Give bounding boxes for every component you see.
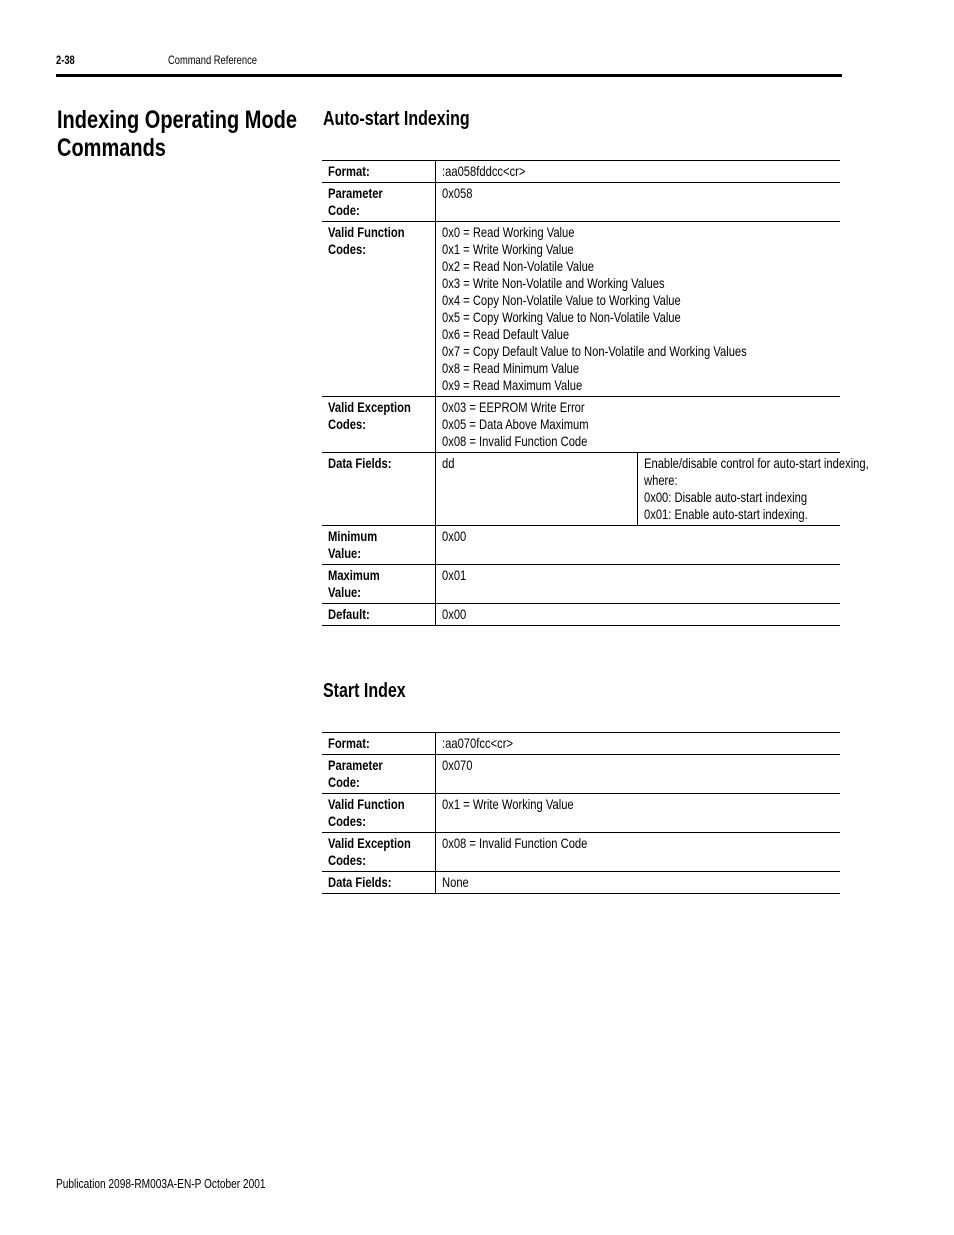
cell-text: Minimum <box>328 528 378 544</box>
cell-text: 0x1 = Write Working Value <box>442 796 574 812</box>
cell-text: Code: <box>328 774 360 790</box>
row-label <box>322 833 436 872</box>
cell-text: 0x08 = Invalid Function Code <box>442 433 588 449</box>
cell-text: :aa058fddcc<cr> <box>442 163 526 179</box>
row-label <box>322 565 436 604</box>
cell-text: 0x6 = Read Default Value <box>442 326 570 342</box>
cell-text: 0x0 = Read Working Value <box>442 224 575 240</box>
cell-text: Code: <box>328 202 360 218</box>
row-value <box>436 222 841 397</box>
table-row <box>322 565 840 604</box>
table-row <box>322 604 840 626</box>
table-row <box>322 397 840 453</box>
cell-text: 0x058 <box>442 185 473 201</box>
row-label <box>322 733 436 755</box>
cell-text: dd <box>442 455 455 471</box>
row-label <box>322 872 436 894</box>
publication-footer: Publication 2098-RM003A-EN-P October 2001 <box>56 1176 266 1191</box>
start-index-title: Start Index <box>323 680 406 702</box>
cell-text: 0x05 = Data Above Maximum <box>442 416 589 432</box>
row-label <box>322 794 436 833</box>
cell-text: 0x9 = Read Maximum Value <box>442 377 583 393</box>
row-label <box>322 604 436 626</box>
row-value <box>436 565 841 604</box>
cell-text: 0x01: Enable auto-start indexing. <box>644 506 809 522</box>
table-row <box>322 453 840 526</box>
row-value <box>436 794 841 833</box>
cell-text: 0x4 = Copy Non-Volatile Value to Working Value <box>442 292 681 308</box>
row-label <box>322 222 436 397</box>
cell-text: 0x03 = EEPROM Write Error <box>442 399 585 415</box>
cell-text: Value: <box>328 545 361 561</box>
cell-text: 0x00 <box>442 528 467 544</box>
table-row <box>322 183 840 222</box>
cell-text: 0x2 = Read Non-Volatile Value <box>442 258 595 274</box>
row-label <box>322 183 436 222</box>
row-value <box>436 833 841 872</box>
cell-text: Valid Exception <box>328 835 411 851</box>
cell-text: Valid Function <box>328 224 405 240</box>
cell-text: Format: <box>328 735 370 751</box>
row-label <box>322 161 436 183</box>
cell-text: :aa070fcc<cr> <box>442 735 513 751</box>
cell-text: where: <box>644 472 678 488</box>
cell-text: 0x070 <box>442 757 473 773</box>
row-label <box>322 397 436 453</box>
cell-text: 0x7 = Copy Default Value to Non-Volatile and Working Values <box>442 343 747 359</box>
row-label <box>322 526 436 565</box>
cell-text: 0x00 <box>442 606 467 622</box>
row-value <box>436 397 841 453</box>
row-value <box>436 755 841 794</box>
cell-text: Codes: <box>328 416 366 432</box>
start-index-table <box>322 732 840 894</box>
cell-text: Parameter <box>328 185 383 201</box>
cell-text: Data Fields: <box>328 455 392 471</box>
cell-text: Default: <box>328 606 370 622</box>
cell-text: Codes: <box>328 813 366 829</box>
table-row <box>322 161 840 183</box>
row-label <box>322 755 436 794</box>
table-row <box>322 794 840 833</box>
cell-text: 0x3 = Write Non-Volatile and Working Values <box>442 275 665 291</box>
header-rule <box>56 74 842 77</box>
row-label <box>322 453 436 526</box>
table-row <box>322 833 840 872</box>
cell-text: 0x08 = Invalid Function Code <box>442 835 588 851</box>
cell-text: 0x01 <box>442 567 467 583</box>
cell-text: Format: <box>328 163 370 179</box>
cell-text: 0x5 = Copy Working Value to Non-Volatile Value <box>442 309 681 325</box>
cell-text: Valid Exception <box>328 399 411 415</box>
row-value <box>638 453 870 526</box>
auto-start-indexing-title: Auto-start Indexing <box>323 108 470 130</box>
cell-text: 0x1 = Write Working Value <box>442 241 574 257</box>
row-value <box>436 161 841 183</box>
cell-text: Codes: <box>328 241 366 257</box>
table-row <box>322 222 840 397</box>
table-row <box>322 872 840 894</box>
cell-text: Parameter <box>328 757 383 773</box>
cell-text: 0x00: Disable auto-start indexing <box>644 489 808 505</box>
row-value <box>436 733 841 755</box>
auto-start-indexing-table <box>322 160 870 626</box>
chapter-title: Command Reference <box>168 53 257 67</box>
page-number: 2-38 <box>56 53 75 67</box>
row-value <box>436 526 841 565</box>
cell-text: Data Fields: <box>328 874 392 890</box>
cell-text: 0x8 = Read Minimum Value <box>442 360 580 376</box>
cell-text: Enable/disable control for auto-start indexing, <box>644 455 870 471</box>
cell-text: Codes: <box>328 852 366 868</box>
cell-text: None <box>442 874 469 890</box>
table-row <box>322 526 840 565</box>
cell-text: Value: <box>328 584 361 600</box>
row-field <box>436 453 638 526</box>
table-row <box>322 755 840 794</box>
section-title: Indexing Operating Mode Commands <box>57 106 298 162</box>
row-value <box>436 183 841 222</box>
row-value <box>436 872 841 894</box>
cell-text: Maximum <box>328 567 380 583</box>
row-value <box>436 604 841 626</box>
table-row <box>322 733 840 755</box>
cell-text: Valid Function <box>328 796 405 812</box>
